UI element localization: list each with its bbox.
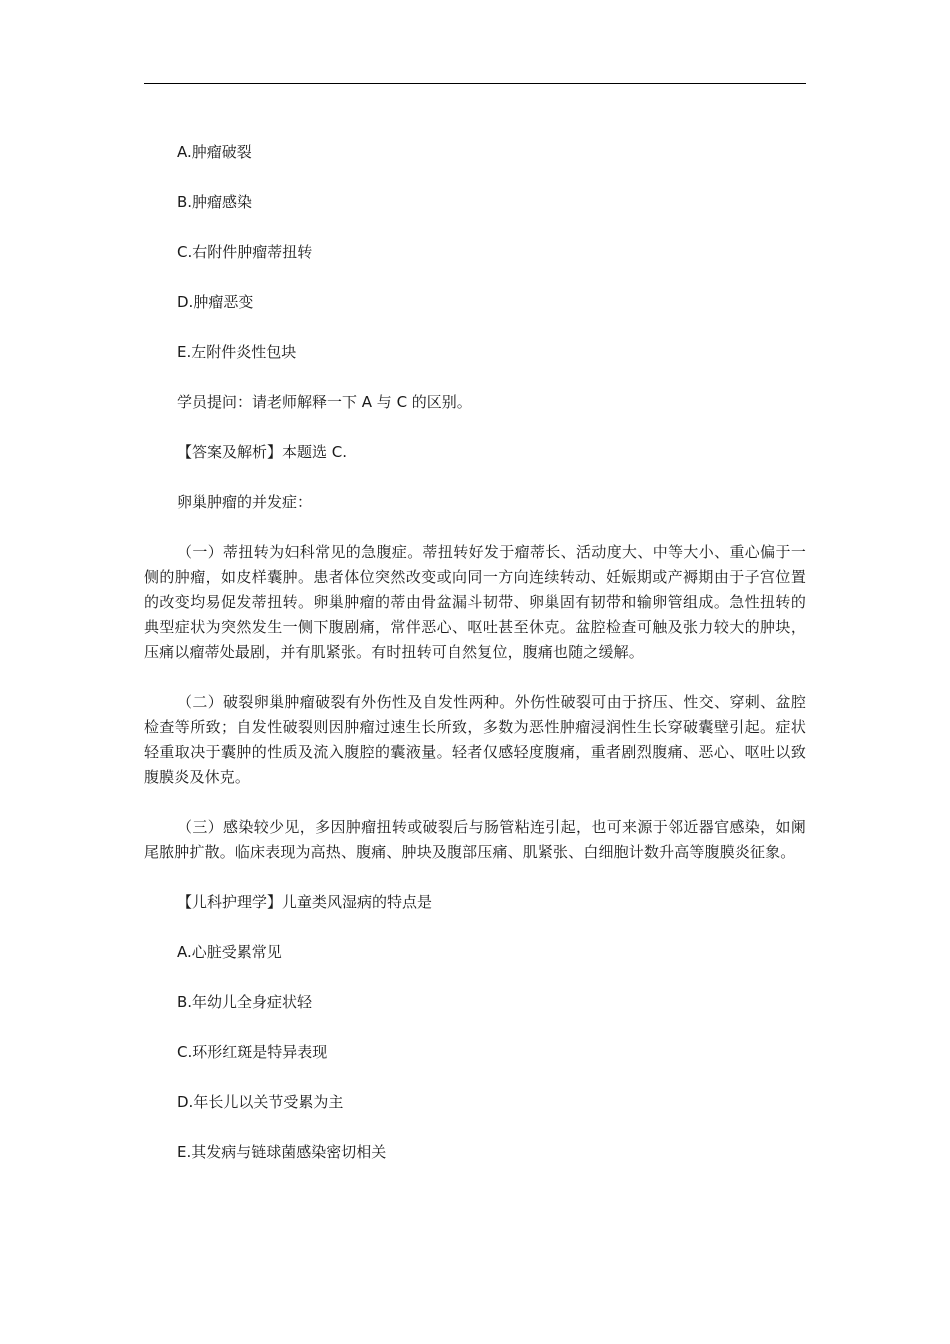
answer-heading: 【答案及解析】本题选 C. [177, 443, 348, 461]
option-b-2: B.年幼儿全身症状轻 [177, 993, 313, 1011]
option-e: E.左附件炎性包块 [177, 343, 297, 361]
option-a: A.肿瘤破裂 [177, 143, 252, 161]
paragraph-infection: （三）感染较少见，多因肿瘤扭转或破裂后与肠管粘连引起，也可来源于邻近器官感染，如阑尾脓肿扩散。临床表现为高热、腹痛、肿块及腹部压痛、肌紧张、白细胞计数升高等腹膜炎征象。 [144, 818, 806, 861]
paragraph-rupture: （二）破裂卵巢肿瘤破裂有外伤性及自发性两种。外伤性破裂可由于挤压、性交、穿刺、盆腔检查等所致；自发性破裂则因肿瘤过速生长所致，多数为恶性肿瘤浸润性生长穿破囊壁引起。症状轻重取决于囊肿的性质及流入腹腔的囊液量。轻者仅感轻度腹痛，重者剧烈腹痛、恶心、呕吐以致腹膜炎及休克。 [144, 693, 806, 786]
student-question: 学员提问：请老师解释一下 A 与 C 的区别。 [177, 393, 472, 411]
complications-heading: 卵巢肿瘤的并发症： [177, 493, 313, 511]
option-d: D.肿瘤恶变 [177, 293, 254, 311]
pediatric-question: 【儿科护理学】儿童类风湿病的特点是 [177, 893, 433, 911]
option-c-2: C.环形红斑是特异表现 [177, 1043, 328, 1061]
option-c: C.右附件肿瘤蒂扭转 [177, 243, 313, 261]
header-rule [144, 83, 806, 84]
option-a-2: A.心脏受累常见 [177, 943, 282, 961]
paragraph-torsion: （一）蒂扭转为妇科常见的急腹症。蒂扭转好发于瘤蒂长、活动度大、中等大小、重心偏于一侧的肿瘤，如皮样囊肿。患者体位突然改变或向同一方向连续转动、妊娠期或产褥期由于子宫位置的改变均易促发蒂扭转。卵巢肿瘤的蒂由骨盆漏斗韧带、卵巢固有韧带和输卵管组成。急性扭转的典型症状为突然发生一侧下腹剧痛，常伴恶心、呕吐甚至休克。盆腔检查可触及张力较大的肿块，压痛以瘤蒂处最剧，并有肌紧张。有时扭转可自然复位，腹痛也随之缓解。 [144, 543, 806, 661]
option-d-2: D.年长儿以关节受累为主 [177, 1093, 344, 1111]
option-e-2: E.其发病与链球菌感染密切相关 [177, 1143, 387, 1161]
option-b: B.肿瘤感染 [177, 193, 253, 211]
document-body [144, 140, 806, 1190]
